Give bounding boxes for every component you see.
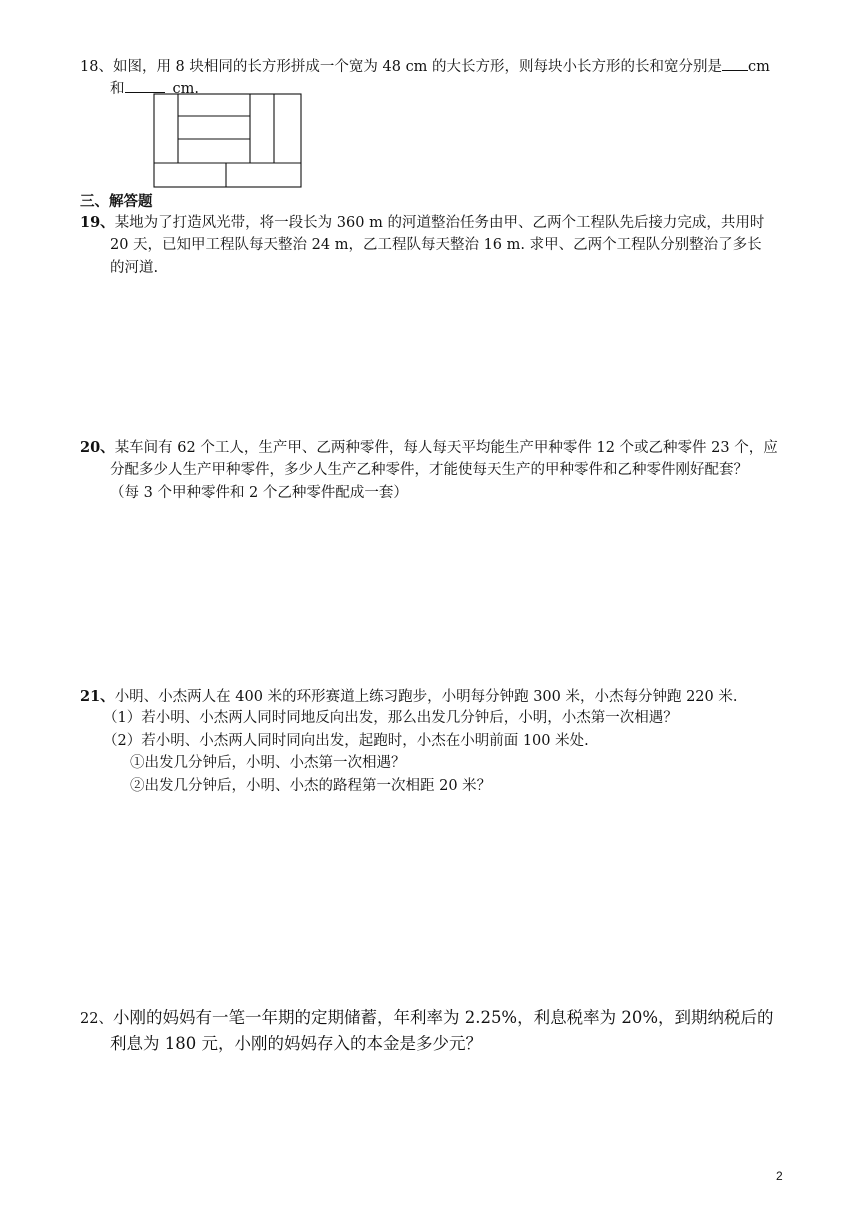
q18-answer-blank-width[interactable] xyxy=(125,79,165,93)
q18-and: 和 xyxy=(110,81,125,97)
q22-text1: 小刚的妈妈有一笔一年期的定期储蓄，年利率为 2.25%，利息税率为 20%，到期纳税后的 xyxy=(112,1008,774,1027)
q20-number: 20、 xyxy=(80,439,115,456)
q19-line3: 的河道. xyxy=(110,260,159,276)
page-number: 2 xyxy=(776,1169,783,1183)
fig-outer-rectangle xyxy=(154,94,301,187)
q22-line2: 利息为 180 元，小刚的妈妈存入的本金是多少元？ xyxy=(110,1034,482,1053)
q20-line2: 分配多少人生产甲种零件，多少人生产乙种零件，才能使每天生产的甲种零件和乙种零件刚好配套？ xyxy=(110,462,748,478)
q21-line1 xyxy=(80,685,790,709)
q18-unit1: cm xyxy=(748,59,770,75)
q19-number: 19、 xyxy=(80,214,115,231)
q19-text1: 某地为了打造风光带，将一段长为 360 m 的河道整治任务由甲、乙两个工程队先后接力完成，共用时 xyxy=(114,215,765,231)
q19-line2: 20 天，已知甲工程队每天整治 24 m，乙工程队每天整治 16 m. 求甲、乙两个工程队分别整治了多长 xyxy=(110,237,762,253)
q18-text: 如图，用 8 块相同的长方形拼成一个宽为 48 cm 的大长方形，则每块小长方形的长和宽分别是 xyxy=(112,59,723,75)
section-title: 三、解答题 xyxy=(80,193,153,210)
q22-number: 22、 xyxy=(80,1011,113,1027)
q21-text1: 小明、小杰两人在 400 米的环形赛道上练习跑步，小明每分钟跑 300 米，小杰每分钟跑 220 米. xyxy=(114,689,738,705)
q20-line1 xyxy=(80,436,790,460)
q21-number: 21、 xyxy=(80,688,115,705)
q18-number: 18、 xyxy=(80,59,113,75)
q18-rectangle-figure xyxy=(153,93,303,189)
q20-text1: 某车间有 62 个工人，生产甲、乙两种零件，每人每天平均能生产甲种零件 12 个或乙种零件 23 个，应 xyxy=(114,440,778,456)
q21-part2: （2）若小明、小杰两人同时同向出发，起跑时，小杰在小明前面 100 米处. xyxy=(103,733,589,749)
q21-sub1: ①出发几分钟后，小明、小杰第一次相遇？ xyxy=(130,755,406,771)
q19-line1 xyxy=(80,211,790,235)
q18-answer-blank-length[interactable] xyxy=(722,57,748,71)
q20-line3: （每 3 个甲种零件和 2 个乙种零件配成一套） xyxy=(110,485,408,501)
q21-part1: （1）若小明、小杰两人同时同地反向出发，那么出发几分钟后，小明，小杰第一次相遇？ xyxy=(103,710,678,726)
q18-unit2: cm. xyxy=(172,81,199,97)
q18-line1 xyxy=(80,56,790,79)
q21-sub2: ②出发几分钟后，小明、小杰的路程第一次相距 20 米？ xyxy=(130,778,492,794)
